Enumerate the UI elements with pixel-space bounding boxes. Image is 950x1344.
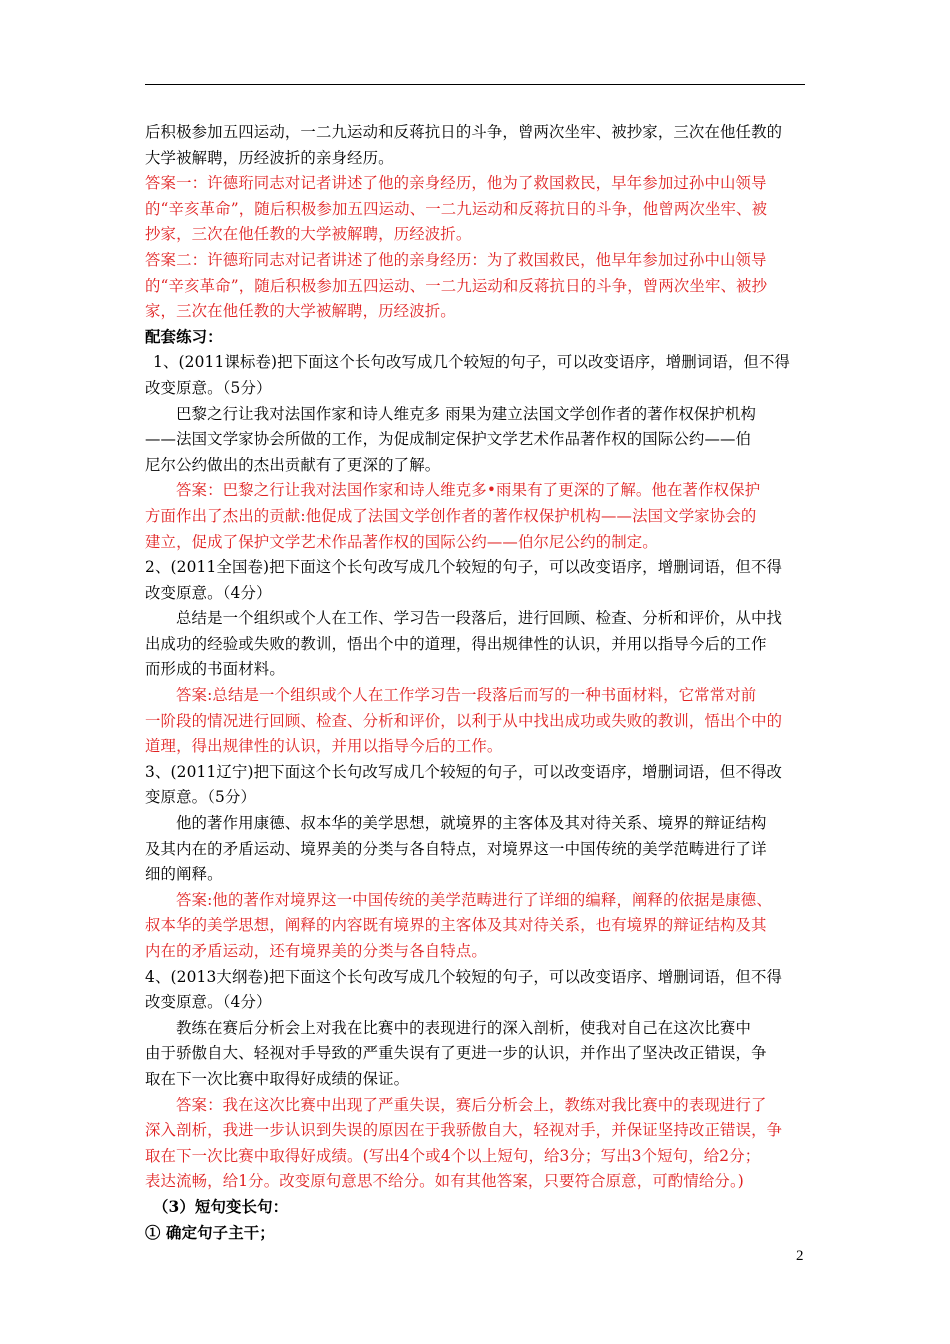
text-line: 教练在赛后分析会上对我在比赛中的表现进行的深入剖析，使我对自己在这次比赛中 [176,1018,752,1037]
section-heading: 配套练习： [145,327,223,346]
text-line: 出成功的经验或失败的教训，悟出个中的道理，得出规律性的认识，并用以指导今后的工作 [145,634,767,653]
answer-line: 答案一：许德珩同志对记者讲述了他的亲身经历，他为了救国救民，早年参加过孙中山领导 [145,174,767,193]
page-number: 2 [796,1248,804,1264]
text-line: 总结是一个组织或个人在工作、学习告一段落后，进行回顾、检查、分析和评价，从中找 [176,609,783,628]
answer-line: 的“辛亥革命”，随后积极参加五四运动、一二九运动和反蒋抗日的斗争，他曾两次坐牢、被 [145,199,768,218]
text-line: 后积极参加五四运动，一二九运动和反蒋抗日的斗争，曾两次坐牢、被抄家，三次在他任教的 [145,123,783,141]
answer-line: 答案：我在这次比赛中出现了严重失误，赛后分析会上，教练对我比赛中的表现进行了 [176,1095,767,1114]
text-line: 巴黎之行让我对法国作家和诗人维克多 雨果为建立法国文学创作者的著作权保护机构 [176,404,757,423]
answer-line: 深入剖析，我进一步认识到失误的原因在于我骄傲自大，轻视对手，并保证坚持改正错误，争 [145,1121,783,1140]
answer-line: 答案:总结是一个组织或个人在工作学习告一段落后而写的一种书面材料，它常常对前 [176,686,757,705]
text-line: 2、(2011全国卷)把下面这个长句改写成几个较短的句子，可以改变语序，增删词语，但不得 [145,558,783,577]
answer-line: 内在的矛盾运动，还有境界美的分类与各自特点。 [145,942,487,960]
text-line: 1、(2011课标卷)把下面这个长句改写成几个较短的句子，可以改变语序，增删词语，但不得 [153,353,791,372]
header-rule [145,84,805,85]
answer-line: 建立，促成了保护文学艺术作品著作权的国际公约——伯尔尼公约的制定。 [145,532,658,551]
document-body [145,120,810,1246]
answer-line: 取在下一次比赛中取得好成绩。(写出4个或4个以上短句，给3分；写出3个短句，给2分； [145,1146,761,1165]
answer-line: 家，三次在他任教的大学被解聘，历经波折。 [145,302,456,321]
section-heading: （3）短句变长句： [153,1197,289,1216]
text-line: 而形成的书面材料。 [145,660,285,679]
text-line: 改变原意。（5分） [145,378,272,397]
text-line: 改变原意。（4分） [145,993,272,1012]
answer-line: 答案二：许德珩同志对记者讲述了他的亲身经历：为了救国救民，他早年参加过孙中山领导 [145,250,767,269]
answer-line: 抄家，三次在他任教的大学被解聘，历经波折。 [145,225,472,244]
answer-line: 答案:他的著作对境界这一中国传统的美学范畴进行了详细的编释，阐释的依据是康德、 [176,890,772,909]
text-line: 改变原意。（4分） [145,583,272,602]
answer-line: 答案：巴黎之行让我对法国作家和诗人维克多•雨果有了更深的了解。他在著作权保护 [176,481,761,500]
answer-line: 一阶段的情况进行回顾、检查、分析和评价，以利于从中找出成功或失败的教训，悟出个中的 [145,711,783,730]
answer-line: 表达流畅，给1分。改变原句意思不给分。如有其他答案，只要符合原意，可酌情给分。) [145,1172,744,1191]
section-heading: ① 确定句子主干； [145,1223,275,1242]
answer-line: 叔本华的美学思想，阐释的内容既有境界的主客体及其对待关系，也有境界的辩证结构及其 [145,916,767,935]
text-line: ——法国文学家协会所做的工作，为促成制定保护文学艺术作品著作权的国际公约——伯 [145,430,752,449]
text-line: 取在下一次比赛中取得好成绩的保证。 [145,1069,410,1088]
text-line: 他的著作用康德、叔本华的美学思想，就境界的主客体及其对待关系、境界的辩证结构 [176,814,767,833]
text-line: 变原意。（5分） [145,788,257,807]
text-line: 及其内在的矛盾运动、境界美的分类与各自特点，对境界这一中国传统的美学范畴进行了详 [145,839,767,858]
answer-line: 方面作出了杰出的贡献:他促成了法国文学创作者的著作权保护机构——法国文学家协会的 [145,506,757,525]
answer-line: 道理，得出规律性的认识，并用以指导今后的工作。 [145,737,503,756]
answer-line: 的“辛亥革命”，随后积极参加五四运动、一二九运动和反蒋抗日的斗争，曾两次坐牢、被抄 [145,276,768,295]
text-line: 大学被解聘，历经波折的亲身经历。 [145,148,394,167]
text-line: 细的阐释。 [145,865,223,884]
text-line: 由于骄傲自大、轻视对手导致的严重失误有了更进一步的认识，并作出了坚决改正错误，争 [145,1044,767,1063]
text-line: 3、(2011辽宁)把下面这个长句改写成几个较短的句子，可以改变语序，增删词语，但不得改 [145,762,783,781]
text-line: 尼尔公约做出的杰出贡献有了更深的了解。 [145,455,441,474]
text-line: 4、(2013大纲卷)把下面这个长句改写成几个较短的句子，可以改变语序、增删词语，但不得 [145,967,783,986]
